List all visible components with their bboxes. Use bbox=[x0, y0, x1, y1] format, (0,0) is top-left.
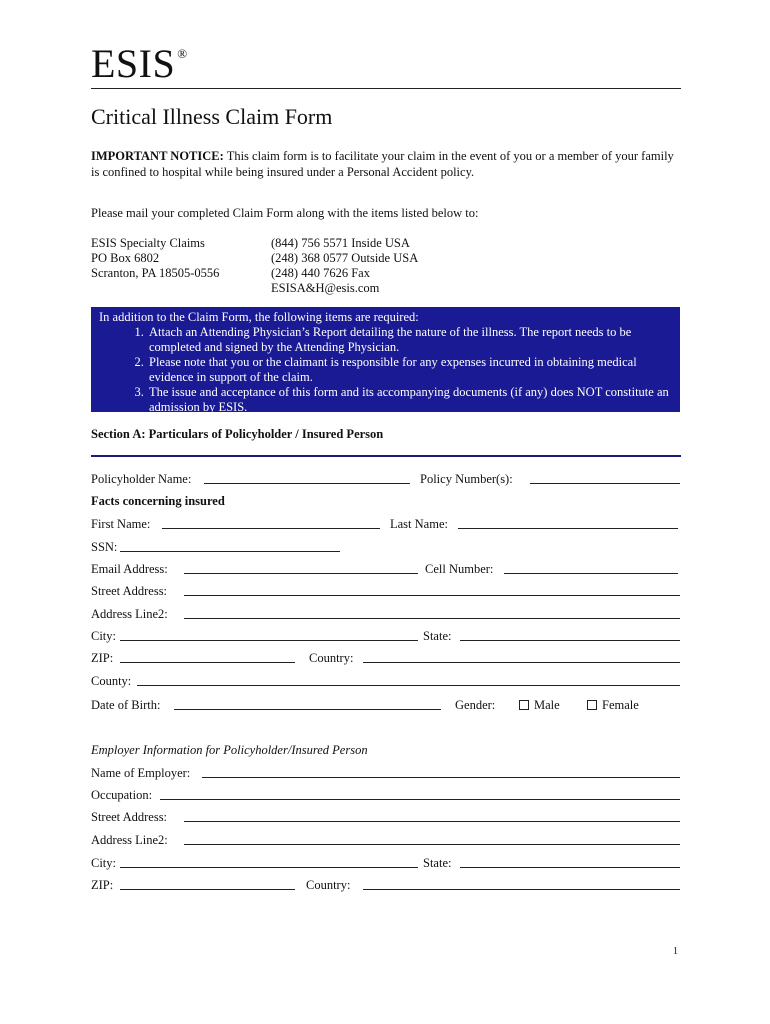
gender-label: Gender: bbox=[455, 698, 496, 712]
country-field[interactable] bbox=[363, 662, 680, 663]
address-line2-label: Address Line2: bbox=[91, 607, 168, 621]
occupation-label: Occupation: bbox=[91, 788, 153, 802]
esis-logo: ESIS ® bbox=[91, 41, 188, 86]
policyholder-name-label: Policyholder Name: bbox=[91, 472, 192, 486]
policyholder-name-field[interactable] bbox=[204, 483, 410, 484]
mail-instruction: Please mail your completed Claim Form along with the items listed below to: bbox=[91, 206, 479, 220]
zip-label: ZIP: bbox=[91, 651, 114, 665]
dob-field[interactable] bbox=[174, 709, 441, 710]
occupation-field[interactable] bbox=[160, 799, 680, 800]
address-line2-field[interactable] bbox=[184, 618, 680, 619]
street-address-field[interactable] bbox=[184, 595, 680, 596]
phone-outside-usa: (248) 368 0577 Outside USA bbox=[271, 251, 419, 265]
email-label: Email Address: bbox=[91, 562, 168, 576]
page-number: 1 bbox=[673, 946, 678, 957]
city-field[interactable] bbox=[120, 640, 418, 641]
facts-heading: Facts concerning insured bbox=[91, 494, 225, 508]
employer-city-label: City: bbox=[91, 856, 117, 870]
address-line: PO Box 6802 bbox=[91, 251, 160, 265]
female-label: Female bbox=[602, 698, 639, 712]
policy-numbers-field[interactable] bbox=[530, 483, 680, 484]
employer-zip-field[interactable] bbox=[120, 889, 295, 890]
male-checkbox[interactable] bbox=[519, 700, 529, 710]
county-label: County: bbox=[91, 674, 132, 688]
employer-name-label: Name of Employer: bbox=[91, 766, 191, 780]
mailing-address bbox=[91, 236, 219, 281]
header-divider bbox=[91, 88, 681, 89]
employer-state-field[interactable] bbox=[460, 867, 680, 868]
email-link[interactable]: ESISA&H@esis.com bbox=[271, 281, 380, 295]
cell-number-label: Cell Number: bbox=[425, 562, 494, 576]
address-line: ESIS Specialty Claims bbox=[91, 236, 205, 250]
requirement-item: 2. Please note that you or the claimant is responsible for any expenses incurred in obtaining medical evidence in support of the claim. bbox=[147, 355, 672, 385]
county-field[interactable] bbox=[137, 685, 680, 686]
street-address-label: Street Address: bbox=[91, 584, 168, 598]
state-label: State: bbox=[423, 629, 452, 643]
contact-info bbox=[271, 236, 418, 296]
notice-label: IMPORTANT NOTICE: bbox=[91, 149, 224, 163]
first-name-field[interactable] bbox=[162, 528, 380, 529]
fax-number: (248) 440 7626 Fax bbox=[271, 266, 370, 280]
form-title: Critical Illness Claim Form bbox=[91, 104, 333, 129]
employer-street-label: Street Address: bbox=[91, 810, 168, 824]
last-name-field[interactable] bbox=[458, 528, 678, 529]
section-a-heading: Section A: Particulars of Policyholder / Insured Person bbox=[91, 427, 384, 441]
requirements-box bbox=[91, 307, 680, 412]
ssn-field[interactable] bbox=[120, 551, 340, 552]
section-divider bbox=[91, 455, 681, 457]
country-label: Country: bbox=[309, 651, 354, 665]
requirements-list bbox=[99, 325, 672, 415]
employer-state-label: State: bbox=[423, 856, 452, 870]
ssn-label: SSN: bbox=[91, 540, 118, 554]
important-notice bbox=[91, 148, 681, 180]
zip-field[interactable] bbox=[120, 662, 295, 663]
employer-city-field[interactable] bbox=[120, 867, 418, 868]
requirements-intro: In addition to the Claim Form, the following items are required: bbox=[99, 310, 419, 324]
employer-address2-label: Address Line2: bbox=[91, 833, 168, 847]
requirement-item: 1. Attach an Attending Physician’s Report detailing the nature of the illness. The report needs to be completed and signed by the Attending Physician. bbox=[147, 325, 672, 355]
dob-label: Date of Birth: bbox=[91, 698, 161, 712]
email-field[interactable] bbox=[184, 573, 418, 574]
employer-street-field[interactable] bbox=[184, 821, 680, 822]
employer-heading: Employer Information for Policyholder/Insured Person bbox=[91, 743, 368, 757]
state-field[interactable] bbox=[460, 640, 680, 641]
last-name-label: Last Name: bbox=[390, 517, 448, 531]
policy-numbers-label: Policy Number(s): bbox=[420, 472, 513, 486]
first-name-label: First Name: bbox=[91, 517, 151, 531]
notice-text: This claim form is to facilitate your claim in the event of you or a member of your family is confined to hospital while being insured under a Personal Accident policy. bbox=[91, 149, 674, 179]
employer-zip-label: ZIP: bbox=[91, 878, 114, 892]
employer-country-field[interactable] bbox=[363, 889, 680, 890]
requirement-item: 3. The issue and acceptance of this form and its accompanying documents (if any) does NOT constitute an admission by ESIS. bbox=[147, 385, 672, 415]
employer-address2-field[interactable] bbox=[184, 844, 680, 845]
city-label: City: bbox=[91, 629, 117, 643]
female-checkbox[interactable] bbox=[587, 700, 597, 710]
employer-name-field[interactable] bbox=[202, 777, 680, 778]
address-line: Scranton, PA 18505-0556 bbox=[91, 266, 220, 280]
cell-number-field[interactable] bbox=[504, 573, 678, 574]
male-label: Male bbox=[534, 698, 560, 712]
employer-country-label: Country: bbox=[306, 878, 351, 892]
phone-inside-usa: (844) 756 5571 Inside USA bbox=[271, 236, 410, 250]
